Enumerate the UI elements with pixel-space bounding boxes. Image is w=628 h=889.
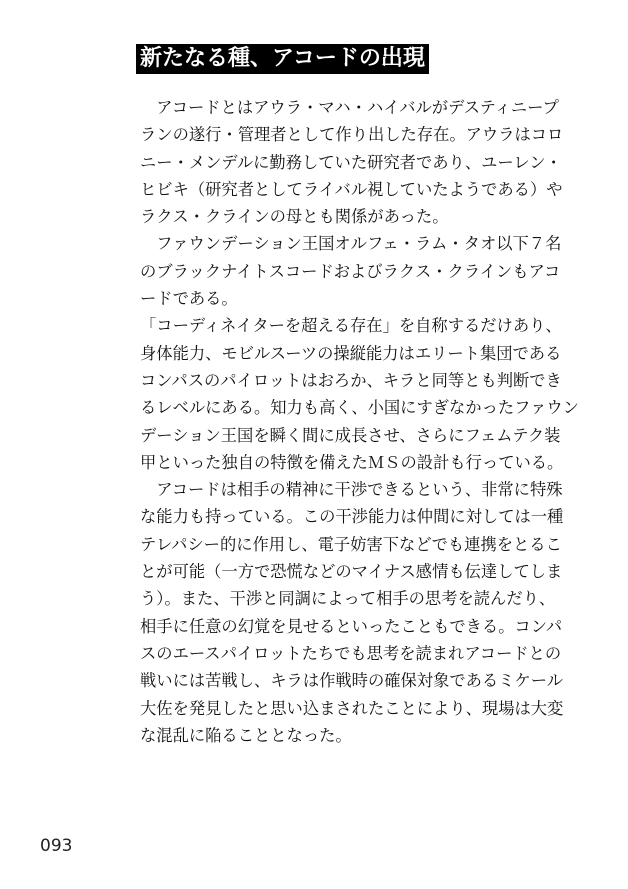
text-line: るレベルにある。知力も高く、小国にすぎなかったファウン (140, 398, 579, 418)
text-line: とが可能（一方で恐慌などのマイナス感情も伝達してしま (140, 562, 563, 582)
text-line: コンパスのパイロットはおろか、キラと同等とも判断でき (140, 370, 562, 390)
text-line: ラクス・クラインの母とも関係があった。 (140, 207, 449, 227)
text-line: ニー・メンデルに勤務していた研究者であり、ユーレン・ (140, 152, 562, 172)
text-line: 戦いには苦戦し、キラは作戦時の確保対象であるミケール (140, 671, 563, 691)
text-line: ードである。 (140, 289, 238, 309)
text-line: な混乱に陥ることとなった。 (140, 725, 352, 745)
body-text (140, 94, 592, 749)
text-line: 「コーディネイターを超える存在」を自称するだけあり、 (140, 316, 562, 336)
text-line: 甲といった独自の特徴を備えたＭＳの設計も行っている。 (140, 452, 564, 472)
text-line: ヒビキ（研究者としてライバル視していたようである）や (140, 179, 563, 199)
text-line: 大佐を発見したと思い込まされたことにより、現場は大変 (140, 698, 564, 718)
text-line: のブラックナイトスコードおよびラクス・クラインもアコ (140, 261, 561, 281)
text-line: う）。また、干渉と同調によって相手の思考を読んだり、 (140, 589, 556, 609)
text-line: ランの遂行・管理者として作り出した存在。アウラはコロ (140, 125, 564, 145)
text-line: デーション王国を瞬く間に成長させ、さらにフェムテク装 (140, 425, 561, 445)
text-line: テレパシー的に作用し、電子妨害下などでも連携をとるこ (140, 534, 562, 554)
text-line: スのエースパイロットたちでも思考を読まれアコードとの (140, 643, 562, 663)
text-line: アコードとはアウラ・マハ・ハイバルがデスティニープ (140, 98, 559, 117)
text-line: な能力も持っている。この干渉能力は仲間に対しては一種 (140, 507, 564, 527)
section-heading: 新たなる種、アコードの出現 (136, 44, 429, 74)
text-line: ファウンデーション王国オルフェ・ラム・タオ以下７名 (140, 234, 562, 254)
text-line: 身体能力、モビルスーツの操縦能力はエリート集団である (140, 343, 562, 363)
page-number: 093 (40, 836, 73, 856)
text-line: アコードは相手の精神に干渉できるという、非常に特殊 (140, 480, 563, 500)
text-line: 相手に任意の幻覚を見せるといったこともできる。コンパ (140, 616, 563, 636)
